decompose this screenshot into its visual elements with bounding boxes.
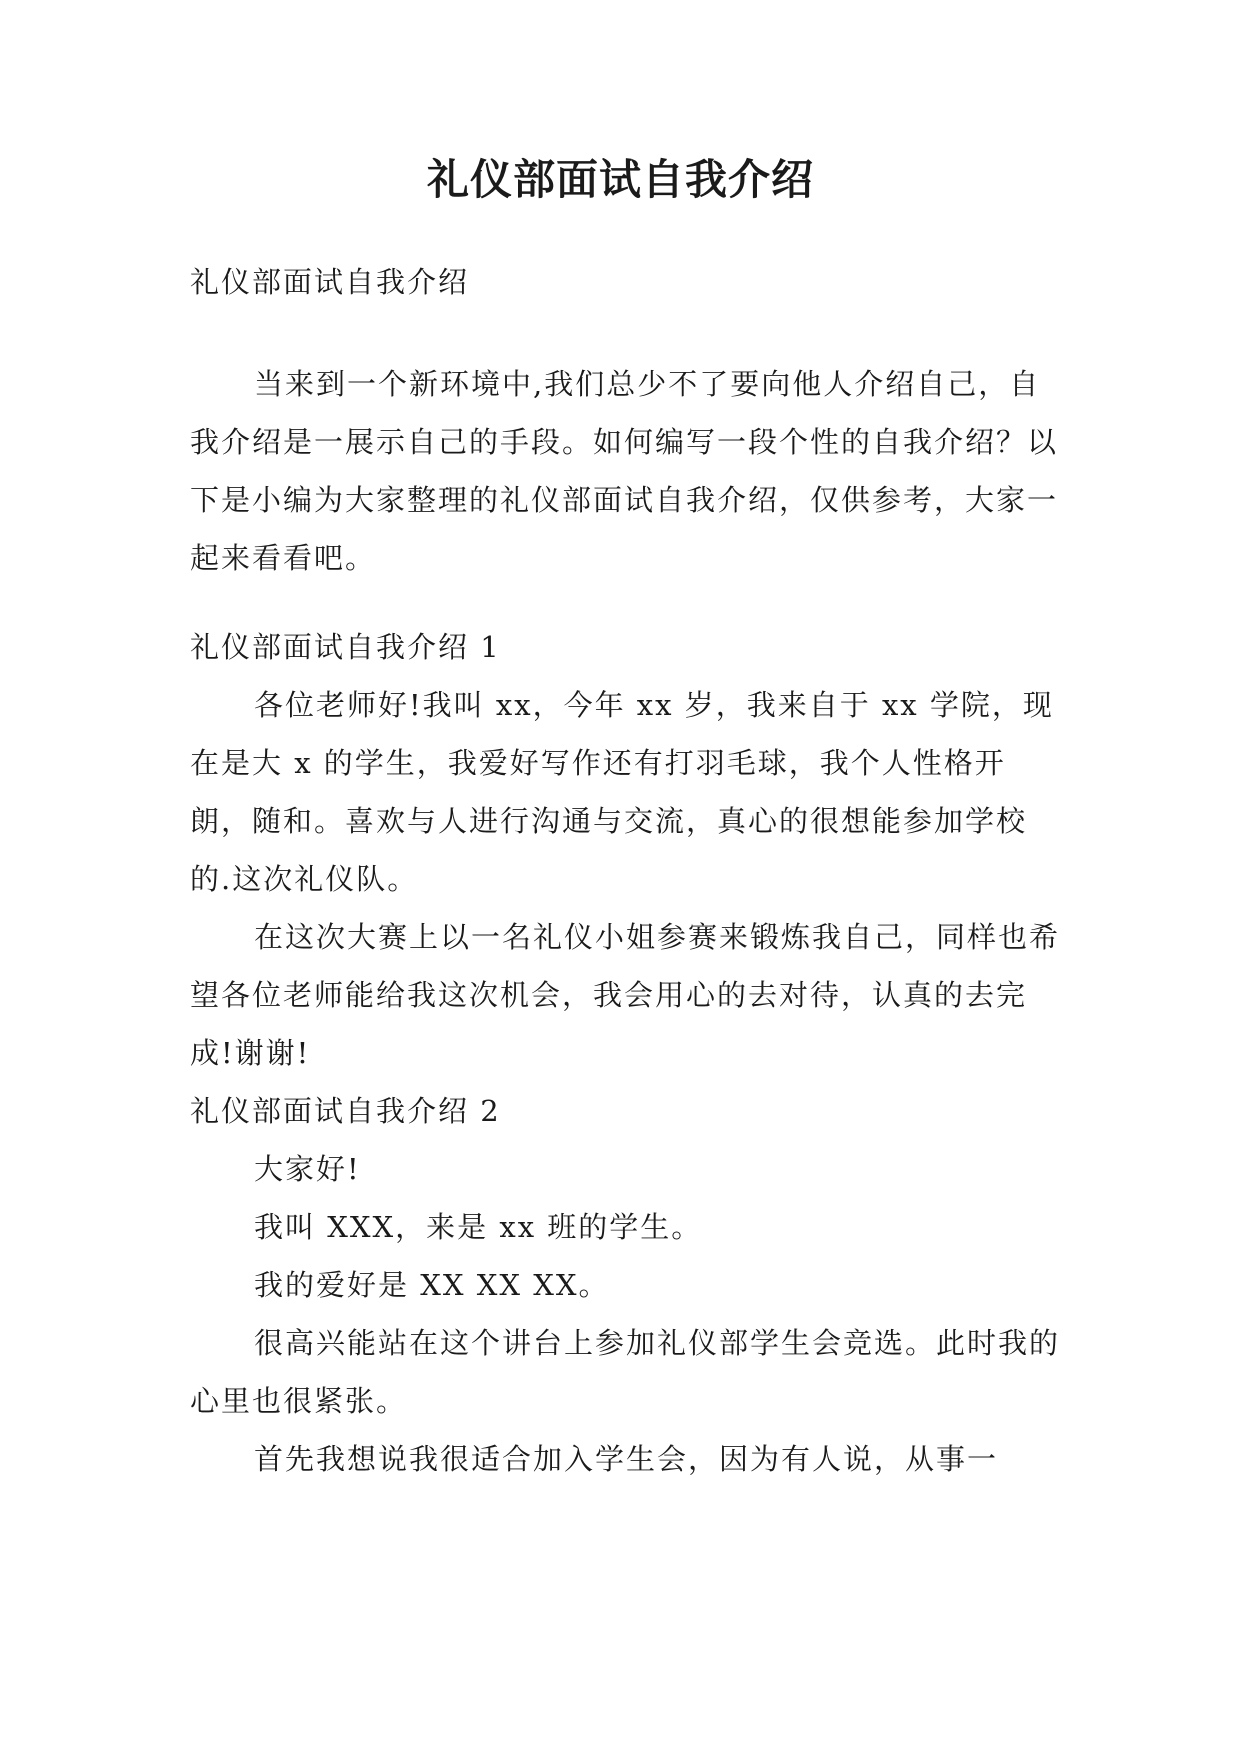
section-1-paragraph: 各位老师好!我叫 xx，今年 xx 岁，我来自于 xx 学院，现在是大 x 的学生，我爱好写作还有打羽毛球，我个人性格开朗，随和。喜欢与人进行沟通与交流，真心的很想能参加学校的.这次礼仪队。 [190, 688, 1054, 896]
section-1-heading: 礼仪部面试自我介绍 1 [190, 630, 501, 664]
section-2-paragraph: 大家好! [254, 1152, 361, 1186]
section-1-paragraph: 在这次大赛上以一名礼仪小姐参赛来锻炼我自己，同样也希望各位老师能给我这次机会，我会用心的去对待，认真的去完成!谢谢! [190, 920, 1061, 1070]
intro-paragraph: 当来到一个新环境中,我们总少不了要向他人介绍自己，自我介绍是一展示自己的手段。如何编写一段个性的自我介绍？以下是小编为大家整理的礼仪部面试自我介绍，仅供参考，大家一起来看看吧。 [190, 367, 1059, 575]
section-2-paragraph: 我叫 XXX，来是 xx 班的学生。 [254, 1210, 703, 1244]
section-2-paragraph: 我的爱好是 XX XX XX。 [254, 1268, 610, 1302]
document-subtitle: 礼仪部面试自我介绍 [190, 265, 470, 299]
section-2-paragraph: 很高兴能站在这个讲台上参加礼仪部学生会竞选。此时我的心里也很紧张。 [190, 1326, 1061, 1418]
document-title: 礼仪部面试自我介绍 [426, 155, 814, 204]
section-2-heading: 礼仪部面试自我介绍 2 [190, 1094, 501, 1128]
section-2-paragraph: 首先我想说我很适合加入学生会，因为有人说，从事一 [254, 1442, 999, 1476]
